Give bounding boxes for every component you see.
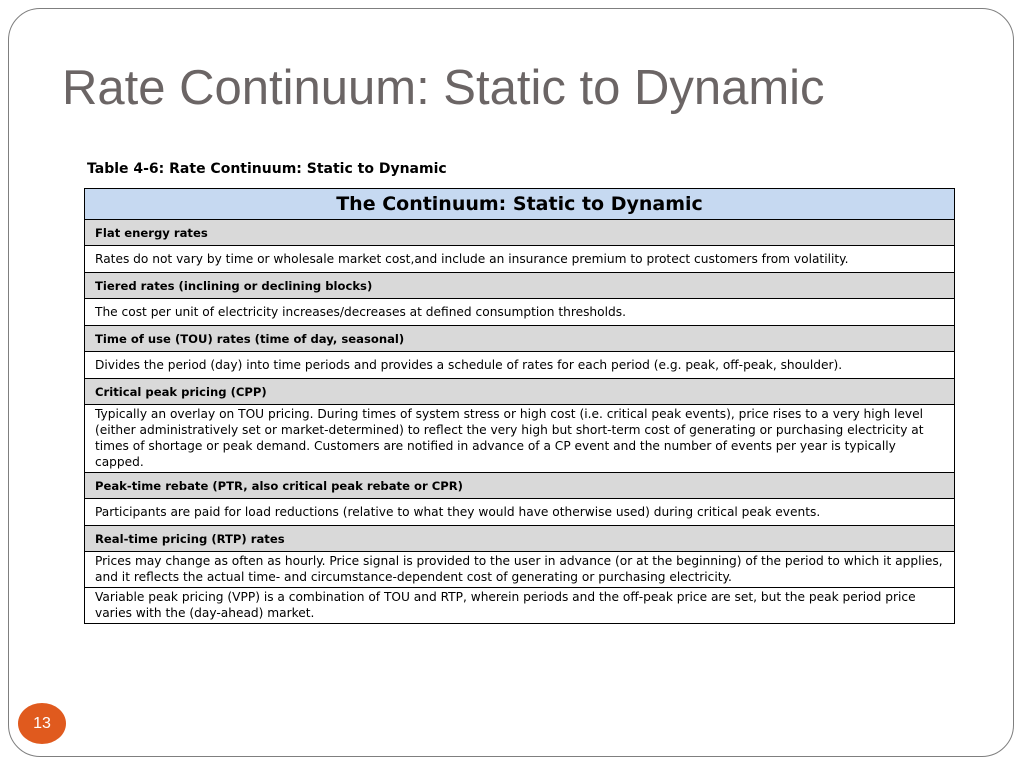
description-flat-energy-rates: Rates do not vary by time or wholesale market cost,and include an insurance premium to protect customers from volatility. bbox=[85, 246, 955, 273]
description-row bbox=[85, 246, 955, 273]
description-row bbox=[85, 352, 955, 379]
description-critical-peak-pricing: Typically an overlay on TOU pricing. During times of system stress or high cost (i.e. critical peak events), price rises to a very high level (either administratively set or market-determined) to reflect the very high but short-term cost of generating or purchasing electricity at times of shortage or peak demand. Customers are notified in advance of a CP event and the number of events per year is typically capped. bbox=[85, 405, 955, 473]
category-peak-time-rebate: Peak-time rebate (PTR, also critical peak rebate or CPR) bbox=[85, 473, 955, 499]
description-tiered-rates: The cost per unit of electricity increases/decreases at defined consumption thresholds. bbox=[85, 299, 955, 326]
description-variable-peak-pricing: Variable peak pricing (VPP) is a combination of TOU and RTP, wherein periods and the off-peak price are set, but the peak period price varies with the (day-ahead) market. bbox=[85, 588, 955, 624]
table-caption: Table 4-6: Rate Continuum: Static to Dynamic bbox=[87, 161, 447, 177]
description-row bbox=[85, 299, 955, 326]
category-row bbox=[85, 473, 955, 499]
category-row bbox=[85, 220, 955, 246]
description-row bbox=[85, 588, 955, 624]
category-row bbox=[85, 379, 955, 405]
category-flat-energy-rates: Flat energy rates bbox=[85, 220, 955, 246]
category-time-of-use: Time of use (TOU) rates (time of day, seasonal) bbox=[85, 326, 955, 352]
description-real-time-pricing: Prices may change as often as hourly. Price signal is provided to the user in advance (or at the beginning) of the period to which it applies, and it reflects the actual time- and circumstance-dependent cost of generating or purchasing electricity. bbox=[85, 552, 955, 588]
category-row bbox=[85, 326, 955, 352]
table-header-row bbox=[85, 189, 955, 220]
category-real-time-pricing: Real-time pricing (RTP) rates bbox=[85, 526, 955, 552]
description-peak-time-rebate: Participants are paid for load reductions (relative to what they would have otherwise used) during critical peak events. bbox=[85, 499, 955, 526]
category-row bbox=[85, 273, 955, 299]
description-row bbox=[85, 499, 955, 526]
category-critical-peak-pricing: Critical peak pricing (CPP) bbox=[85, 379, 955, 405]
slide-title: Rate Continuum: Static to Dynamic bbox=[62, 61, 825, 115]
description-row bbox=[85, 405, 955, 473]
table-header: The Continuum: Static to Dynamic bbox=[85, 189, 955, 220]
description-time-of-use: Divides the period (day) into time periods and provides a schedule of rates for each period (e.g. peak, off-peak, shoulder). bbox=[85, 352, 955, 379]
slide-number-badge: 13 bbox=[18, 703, 66, 744]
continuum-table bbox=[84, 188, 955, 624]
description-row bbox=[85, 552, 955, 588]
category-tiered-rates: Tiered rates (inclining or declining blocks) bbox=[85, 273, 955, 299]
category-row bbox=[85, 526, 955, 552]
